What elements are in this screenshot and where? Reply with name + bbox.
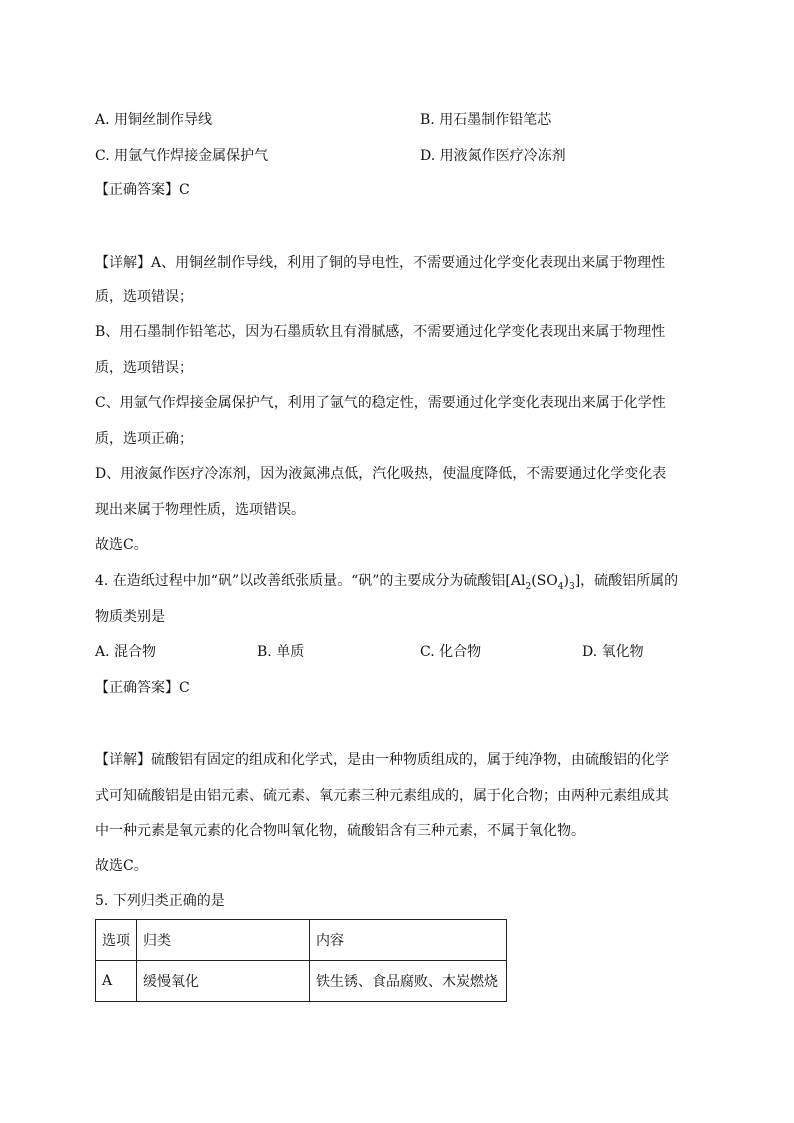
table-cell: A: [96, 961, 137, 1002]
q3-answer: 【正确答案】C: [95, 182, 190, 198]
q3-detail-line: 【详解】A、用铜丝制作导线，利用了铜的导电性，不需要通过化学变化表现出来属于物理性: [95, 255, 666, 271]
q4-option-b: B. 单质: [257, 644, 305, 660]
formula-subscript: 3: [568, 581, 575, 592]
q5-table: [95, 919, 507, 1002]
q4-option-c: C. 化合物: [420, 644, 482, 660]
q3-option-a: A. 用铜丝制作导线: [95, 112, 213, 128]
formula-subscript: 2: [525, 581, 532, 592]
q4-detail-line: 中一种元素是氧元素的化合物叫氧化物，硫酸铝含有三种元素，不属于氧化物。: [95, 823, 585, 839]
q3-detail-line: D、用液氮作医疗冷冻剂，因为液氮沸点低，汽化吸热，使温度降低，不需要通过化学变化表: [95, 466, 667, 482]
q3-detail-line: C、用氩气作焊接金属保护气，利用了氩气的稳定性，需要通过化学变化表现出来属于化学性: [95, 395, 666, 411]
q3-option-c: C. 用氩气作焊接金属保护气: [95, 148, 269, 164]
q4-detail-line: 式可知硫酸铝是由铝元素、硫元素、氧元素三种元素组成的，属于化合物；由两种元素组成其: [95, 788, 669, 804]
q3-detail-line: 质，选项正确；: [95, 431, 193, 447]
q3-conclusion: 故选C。: [95, 537, 148, 553]
q4-stem: [95, 571, 678, 597]
q5-stem: 5. 下列归类正确的是: [95, 893, 225, 909]
q3-detail-line: 质，选项错误；: [95, 360, 193, 376]
table-header-cell: 内容: [310, 920, 507, 961]
q4-stem-text: (SO: [531, 573, 558, 589]
formula-subscript: 4: [557, 581, 564, 592]
q3-detail-line: 质，选项错误；: [95, 289, 193, 305]
q4-stem-text: ]，硫酸铝所属的: [574, 573, 679, 589]
q3-option-b: B. 用石墨制作铅笔芯: [420, 112, 552, 128]
q4-conclusion: 故选C。: [95, 858, 148, 874]
table-header-cell: 选项: [96, 920, 137, 961]
q3-detail-line: B、用石墨制作铅笔芯，因为石墨质软且有滑腻感，不需要通过化学变化表现出来属于物理性: [95, 324, 666, 340]
q4-detail-line: 【详解】硫酸铝有固定的组成和化学式，是由一种物质组成的，属于纯净物，由硫酸铝的化学: [95, 752, 669, 768]
q4-option-a: A. 混合物: [95, 644, 157, 660]
q4-stem-text: 4. 在造纸过程中加“矾”以改善纸张质量。“矾”的主要成分为硫酸铝[Al: [95, 573, 526, 589]
table-header-cell: 归类: [137, 920, 310, 961]
table-cell: 铁生锈、食品腐败、木炭燃烧: [310, 961, 507, 1002]
q3-option-d: D. 用液氮作医疗冷冻剂: [420, 148, 566, 164]
q4-option-d: D. 氧化物: [582, 644, 644, 660]
q4-answer: 【正确答案】C: [95, 680, 190, 696]
table-cell: 缓慢氧化: [137, 961, 310, 1002]
table-row: [96, 961, 507, 1002]
table-header-row: [96, 920, 507, 961]
q3-detail-line: 现出来属于物理性质，选项错误。: [95, 502, 305, 518]
q4-stem-line2: 物质类别是: [95, 609, 165, 625]
q4-stem-text: ): [563, 573, 569, 589]
